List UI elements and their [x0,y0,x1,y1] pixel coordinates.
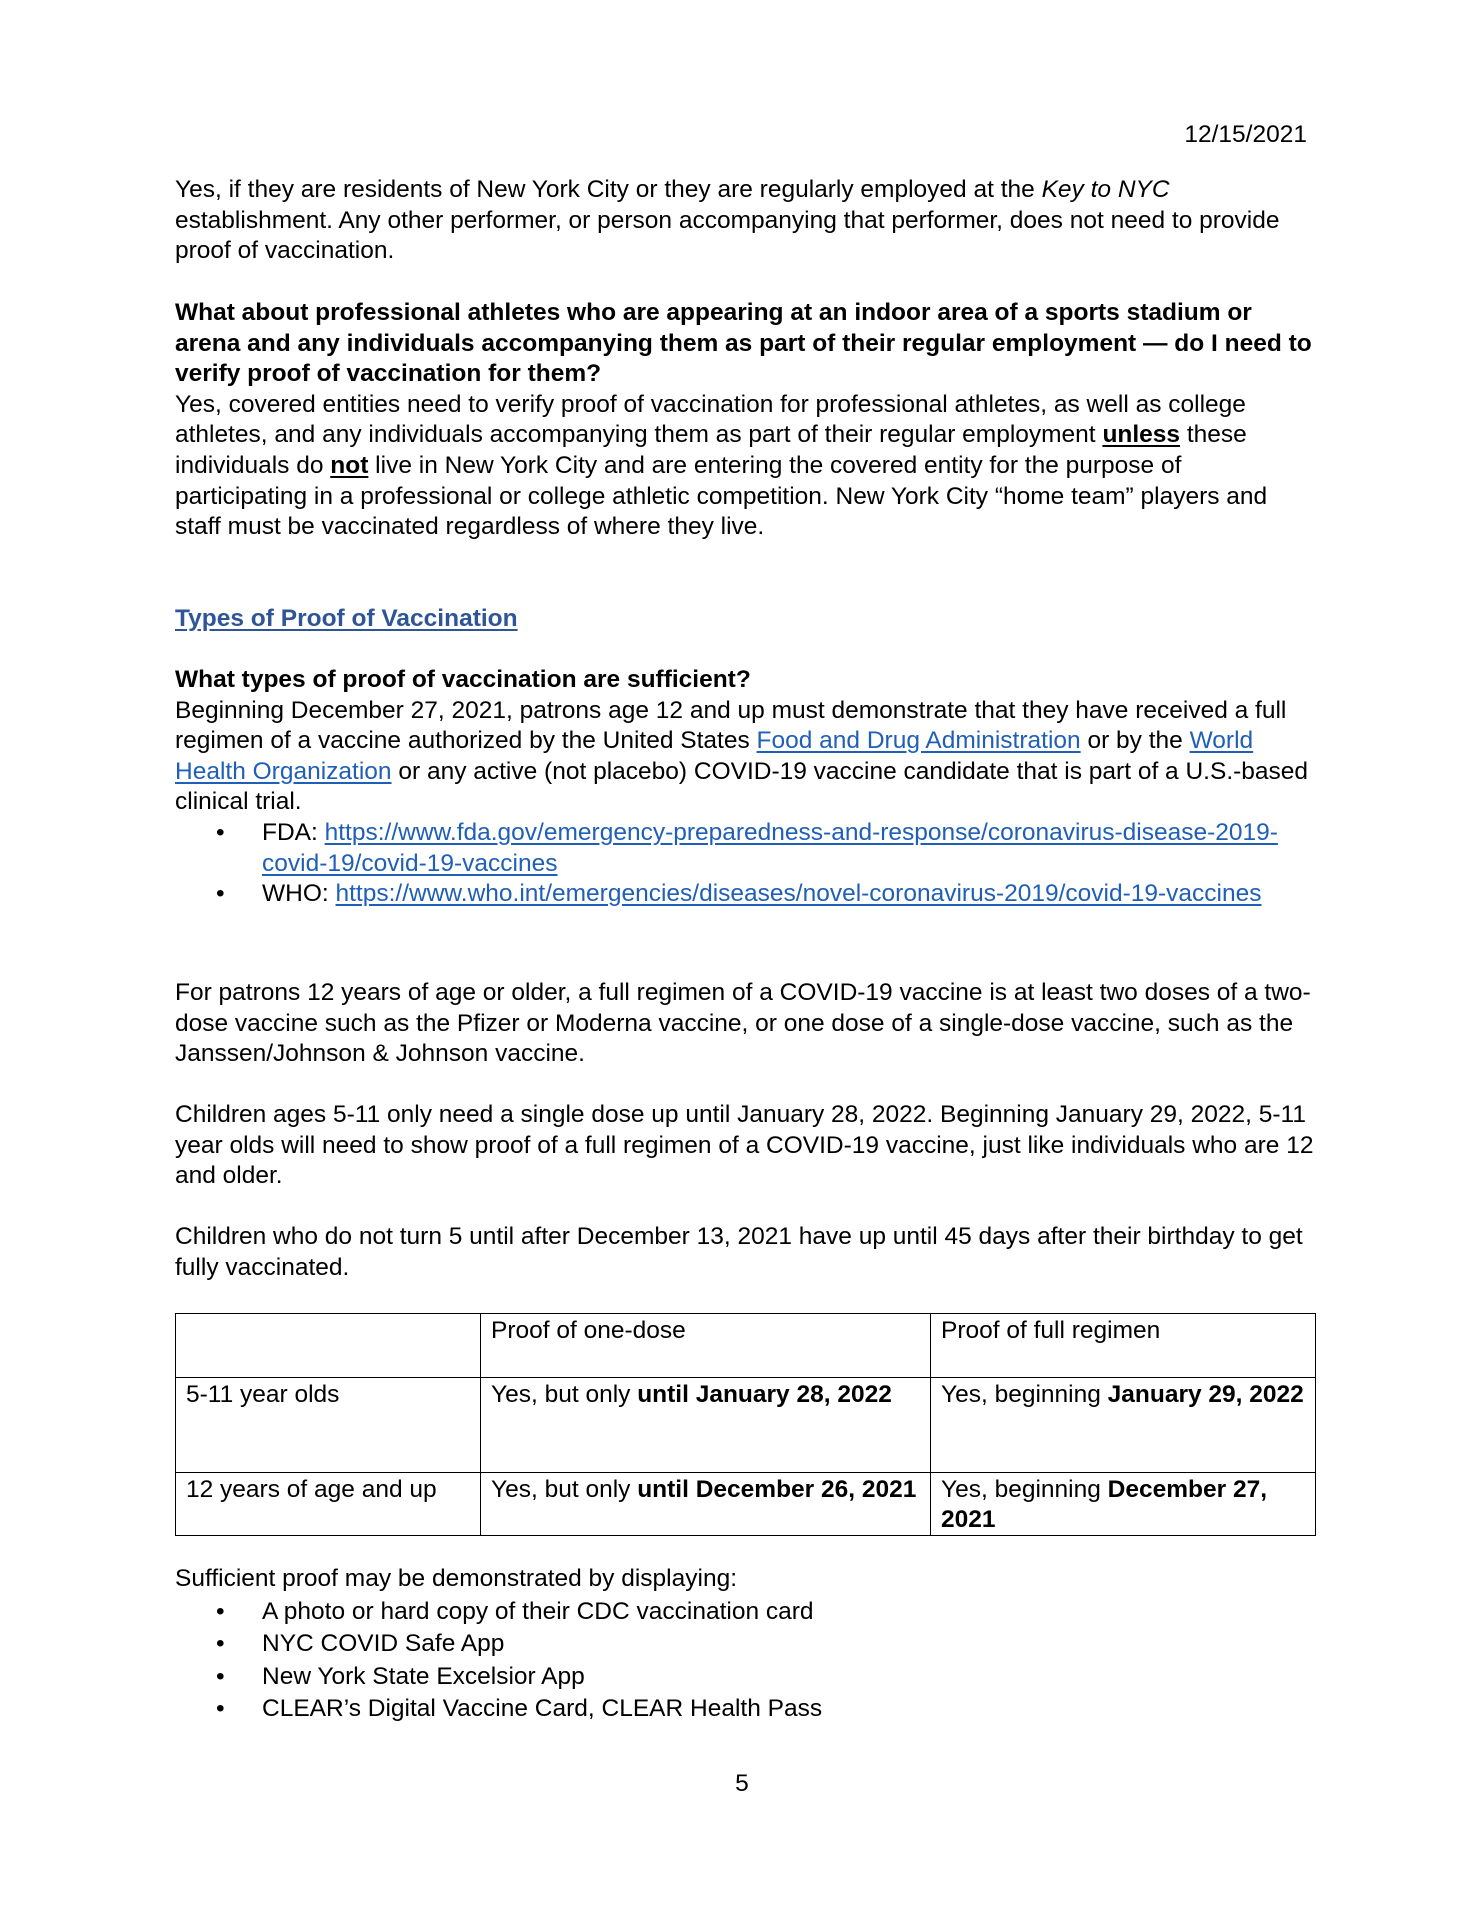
list-item [175,1661,1315,1694]
who-link[interactable]: World Health Organization [175,727,1254,785]
sufficient-proof-intro: Sufficient proof may be demonstrated by displaying: [175,1565,738,1592]
intro-paragraph [175,175,1315,267]
athletes-faq [175,298,1315,543]
cell-text-bold: January 29, 2022 [1107,1381,1304,1408]
emphasis-unless: unless [1102,421,1181,449]
link-prefix: FDA: [262,818,325,846]
sufficient-proof-list [175,1596,1315,1726]
list-item-text: NYC COVID Safe App [262,1630,505,1657]
cell-text-bold: December 27, 2021 [941,1476,1268,1533]
sufficient-proof [175,1563,1315,1726]
page-number: 5 [735,1770,749,1797]
children-dose-paragraph: Children ages 5-11 only need a single dose up until January 28, 2022. Beginning January 29, 2022, 5-11 year olds will need to show proof of a full regimen of a COVID-19 vaccine, just like individuals who are 12 and older. [175,1101,1314,1190]
children-birthday-paragraph: Children who do not turn 5 until after December 13, 2021 have up until 45 days after their birthday to get fully vaccinated. [175,1223,1303,1281]
section-heading[interactable] [175,604,1315,635]
cell-text: Yes, but only [491,1476,638,1503]
table-header-row [176,1314,1316,1378]
bullet-icon: • [216,1630,225,1657]
list-item-text: New York State Excelsior App [262,1662,585,1690]
intro-text: Yes, if they are residents of New York City or they are regularly employed at the [175,176,1042,203]
table-cell-age: 12 years of age and up [176,1473,481,1536]
table-cell-one-dose [481,1473,931,1536]
list-item [175,879,1315,910]
key-to-nyc-italic: Key to NYC [1041,176,1170,203]
table-cell-one-dose [481,1378,931,1473]
fda-link[interactable]: Food and Drug Administration [756,727,1081,755]
bullet-icon: • [216,1695,225,1722]
table-row [176,1473,1316,1536]
table-header-cell: Proof of one-dose [481,1314,931,1378]
cell-text: Yes, beginning [941,1476,1108,1503]
cell-text: Yes, but only [491,1381,638,1408]
table-row [176,1378,1316,1473]
fda-url-link[interactable]: https://www.fda.gov/emergency-preparedness-and-response/coronavirus-disease-2019-covid-19/covid-19-vaccines [262,818,1278,877]
table-cell-full [931,1378,1316,1473]
bullet-icon: • [216,1597,225,1625]
athletes-question: What about professional athletes who are appearing at an indoor area of a sports stadium or arena and any individuals accompanying them as part of their regular employment — do I need to verify proof of vaccination for them? [175,299,1312,388]
cell-text: Yes, beginning [941,1381,1108,1408]
section-heading-link[interactable]: Types of Proof of Vaccination [175,605,518,632]
bullet-icon: • [216,1662,225,1690]
table-cell-full [931,1473,1316,1536]
answer-text: live in New York City and are entering the covered entity for the purpose of participating in a professional or college athletic competition. New York City “home team” players and staff must be vaccinated regardless of where they live. [175,451,1268,541]
intro-text-cont: establishment. Any other performer, or person accompanying that performer, does not need to provide proof of vaccination. [175,206,1280,265]
list-item [175,818,1315,879]
vaccine-links-list [175,818,1315,910]
cell-text-bold: until December 26, 2021 [637,1476,917,1503]
athletes-answer [175,390,1315,543]
list-item-text: CLEAR’s Digital Vaccine Card, CLEAR Health Pass [262,1695,823,1722]
list-item [175,1693,1315,1726]
emphasis-not: not [330,451,369,479]
proof-types-question: What types of proof of vaccination are sufficient? [175,666,751,693]
link-prefix: WHO: [262,880,336,908]
table-header-cell [176,1314,481,1378]
document-date: 12/15/2021 [1184,121,1307,148]
who-url-link[interactable]: https://www.who.int/emergencies/diseases/novel-coronavirus-2019/covid-19-vaccines [335,880,1262,908]
answer-text: or by the [1080,727,1190,755]
answer-text: Yes, covered entities need to verify proof of vaccination for professional athletes, as well as college athletes, and any individuals accompanying them as part of their regular employment [175,390,1246,449]
list-item [175,1596,1315,1629]
proof-types-faq [175,665,1315,910]
list-item [175,1628,1315,1661]
answer-text: or any active (not placebo) COVID-19 vaccine candidate that is part of a U.S.-based clinical trial. [175,757,1309,816]
cell-text-bold: until January 28, 2022 [637,1381,892,1408]
table-header-cell: Proof of full regimen [931,1314,1316,1378]
vaccination-requirements-table [175,1313,1316,1536]
proof-types-answer [175,696,1315,818]
full-regimen-paragraph: For patrons 12 years of age or older, a full regimen of a COVID-19 vaccine is at least two doses of a two-dose vaccine such as the Pfizer or Moderna vaccine, or one dose of a single-dose vaccine, such as the Janssen/Johnson & Johnson vaccine. [175,979,1311,1068]
answer-text: these individuals do [175,421,1247,479]
bullet-icon: • [216,880,225,908]
bullet-icon: • [216,818,225,846]
table-cell-age: 5-11 year olds [176,1378,481,1473]
list-item-text: A photo or hard copy of their CDC vaccination card [262,1597,814,1625]
answer-text: Beginning December 27, 2021, patrons age 12 and up must demonstrate that they have received a full regimen of a vaccine authorized by the United States [175,696,1287,755]
